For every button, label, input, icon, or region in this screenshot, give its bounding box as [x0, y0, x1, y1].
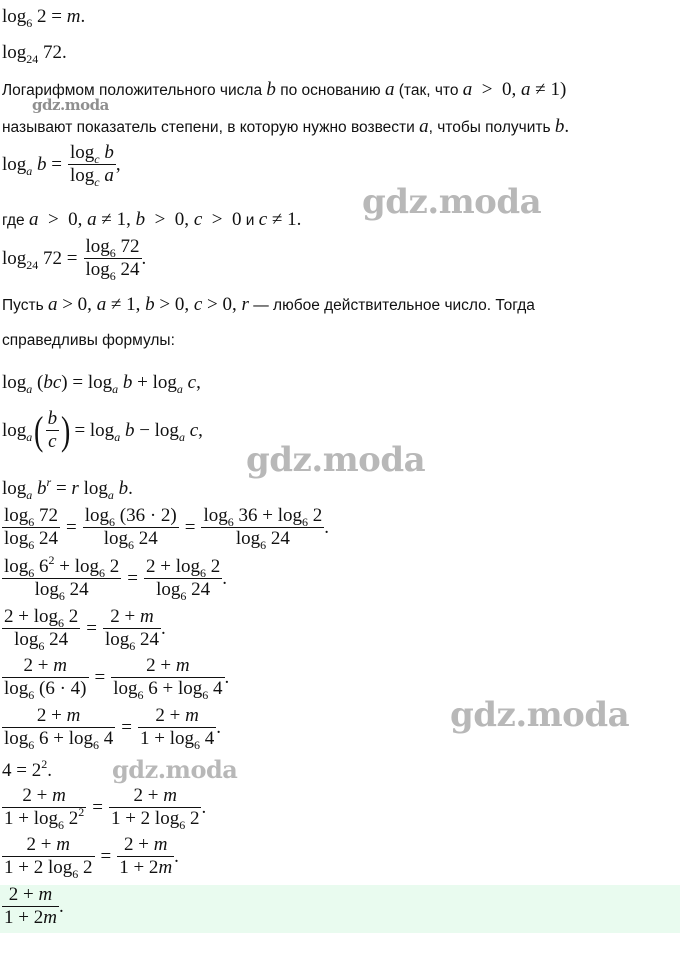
- properties-intro: Пусть a > 0, a ≠ 1, b > 0, c > 0, r — любое действительное число. Тогда: [2, 294, 535, 315]
- property-power: $\log_a b^r = r$ $\log_a b$.: [2, 475, 133, 502]
- definition-line-1: Логарифмом положительного числа b по основанию a (так, что a > 0, a ≠ 1): [2, 79, 567, 100]
- answer-highlight: [0, 885, 680, 933]
- watermark: gdz.moda: [246, 440, 426, 480]
- watermark: gdz.moda: [112, 755, 238, 784]
- watermark: gdz.moda: [362, 182, 542, 222]
- given-equation: $\log_6 2 = m$.: [2, 6, 86, 30]
- step-3: $\frac{2 + \log_6 2}{\log_6 24}$ = $\frac{2 + m}{\log_6 24}$ .: [4, 606, 166, 653]
- step-5: $\frac{2 + m}{\log_6 6 + \log_6 4}$ = $\frac{2 + m}{1 + \log_6 4}$ .: [4, 705, 221, 752]
- step-change-base: $\log_{24} 72$ = $\frac{\log_6 72}{\log_6 24}$ .: [2, 236, 147, 283]
- target-expression: $\log_{24} 72$.: [2, 42, 67, 66]
- properties-intro-2: справедливы формулы:: [2, 332, 175, 349]
- conditions-line: где a > 0, a ≠ 1, b > 0, c > 0 и c ≠ 1.: [2, 209, 302, 230]
- property-quotient: $\log_a$( $\frac{b}{c}$ ) = $\log_a b - \log_a c$,: [2, 408, 203, 453]
- final-answer: $\frac{2 + m}{1 + 2m}$ .: [4, 884, 64, 928]
- definition-line-2: называют показатель степени, в которую нужно возвести a, чтобы получить b.: [2, 116, 570, 137]
- step-7: $\frac{2 + m}{1 + 2 \log_6 2}$ = $\frac{2 + m}{1 + 2m}$ .: [4, 834, 179, 881]
- step-four-power: $4 = 2^2$.: [2, 757, 52, 781]
- property-product: $\log_a (bc) = \log_a b + \log_a c$,: [2, 372, 201, 396]
- step-6: $\frac{2 + m}{1 + \log_6 2^2}$ = $\frac{2 + m}{1 + 2 \log_6 2}$ .: [4, 785, 207, 832]
- watermark: gdz.moda: [450, 695, 630, 735]
- change-of-base-formula: $\log_a b$ = $\frac{\log_c b}{\log_c a}$ ,: [2, 142, 121, 189]
- step-4: $\frac{2 + m}{\log_6 (6 \cdot 4)}$ = $\frac{2 + m}{\log_6 6 + \log_6 4}$ .: [4, 655, 230, 702]
- watermark: gdz.moda: [32, 96, 109, 114]
- step-2: $\frac{\log_6 6^2 + \log_6 2}{\log_6 24}$ = $\frac{2 + \log_6 2}{\log_6 24}$ .: [4, 553, 227, 603]
- step-1: $\frac{\log_6 72}{\log_6 24}$ = $\frac{\log_6 (36 \cdot 2)}{\log_6 24}$ = $\frac{\log_6 36 + \log_6 2}{\log_6 24}$ .: [4, 505, 330, 552]
